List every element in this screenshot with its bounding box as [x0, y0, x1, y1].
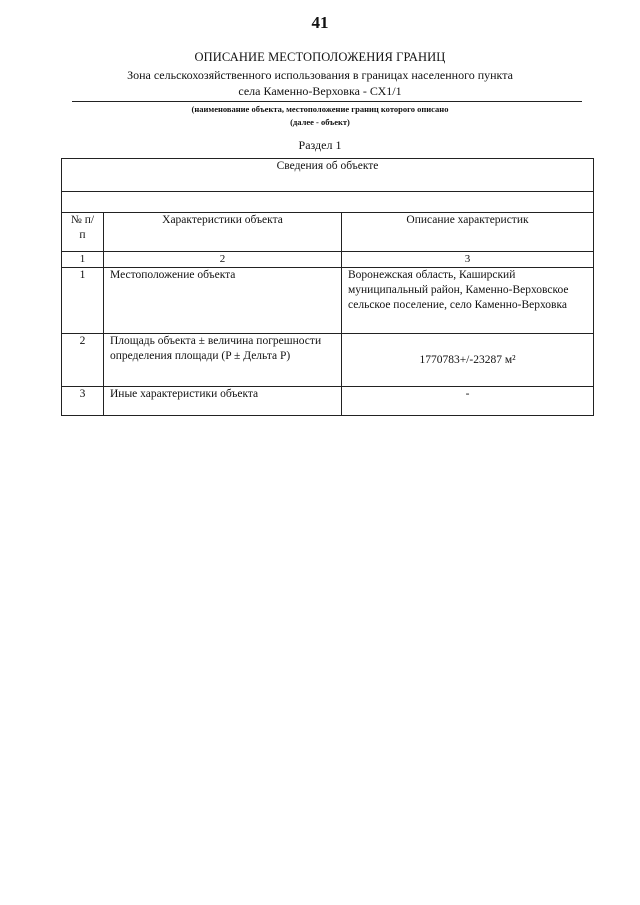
object-name-line-2: села Каменно-Верховка - СХ1/1 [238, 83, 402, 98]
table-empty-row [62, 192, 594, 213]
column-header-characteristic: Характеристики объекта [104, 213, 342, 252]
table-row [62, 387, 594, 416]
row-characteristic: Площадь объекта ± величина погрешности определения площади (P ± Дельта P) [104, 334, 342, 387]
column-number-3: 3 [342, 252, 594, 268]
row-num: 2 [62, 334, 104, 387]
row-description: Воронежская область, Каширский муниципальный район, Каменно-Верховское сельское поселение, село Каменно-Верховка [342, 268, 594, 334]
table-header-row [62, 159, 594, 192]
row-num: 3 [62, 387, 104, 416]
column-numbers-row [62, 252, 594, 268]
column-header-description: Описание характеристик [342, 213, 594, 252]
table-row [62, 268, 594, 334]
object-info-table [61, 158, 594, 416]
object-note-line-1: (наименование объекта, местоположение границ которого описано [191, 104, 449, 114]
row-num: 1 [62, 268, 104, 334]
table-row [62, 334, 594, 387]
column-number-2: 2 [104, 252, 342, 268]
row-description: 1770783+/-23287 м² [342, 334, 594, 387]
document-title: ОПИСАНИЕ МЕСТОПОЛОЖЕНИЯ ГРАНИЦ [194, 50, 446, 64]
row-description: - [342, 387, 594, 416]
object-name-line-1: Зона сельскохозяйственного использования в границах населенного пункта [127, 68, 513, 82]
object-name [60, 68, 580, 99]
underline-rule [72, 101, 582, 102]
page-number: 41 [311, 13, 329, 32]
row-characteristic: Иные характеристики объекта [104, 387, 342, 416]
table-header: Сведения об объекте [62, 159, 594, 192]
column-headers-row [62, 213, 594, 252]
table-empty-cell [62, 192, 594, 213]
object-note-line-2: (далее - объект) [290, 117, 350, 127]
column-number-1: 1 [62, 252, 104, 268]
column-header-num: № п/п [62, 213, 104, 252]
row-characteristic: Местоположение объекта [104, 268, 342, 334]
section-title: Раздел 1 [298, 138, 342, 152]
